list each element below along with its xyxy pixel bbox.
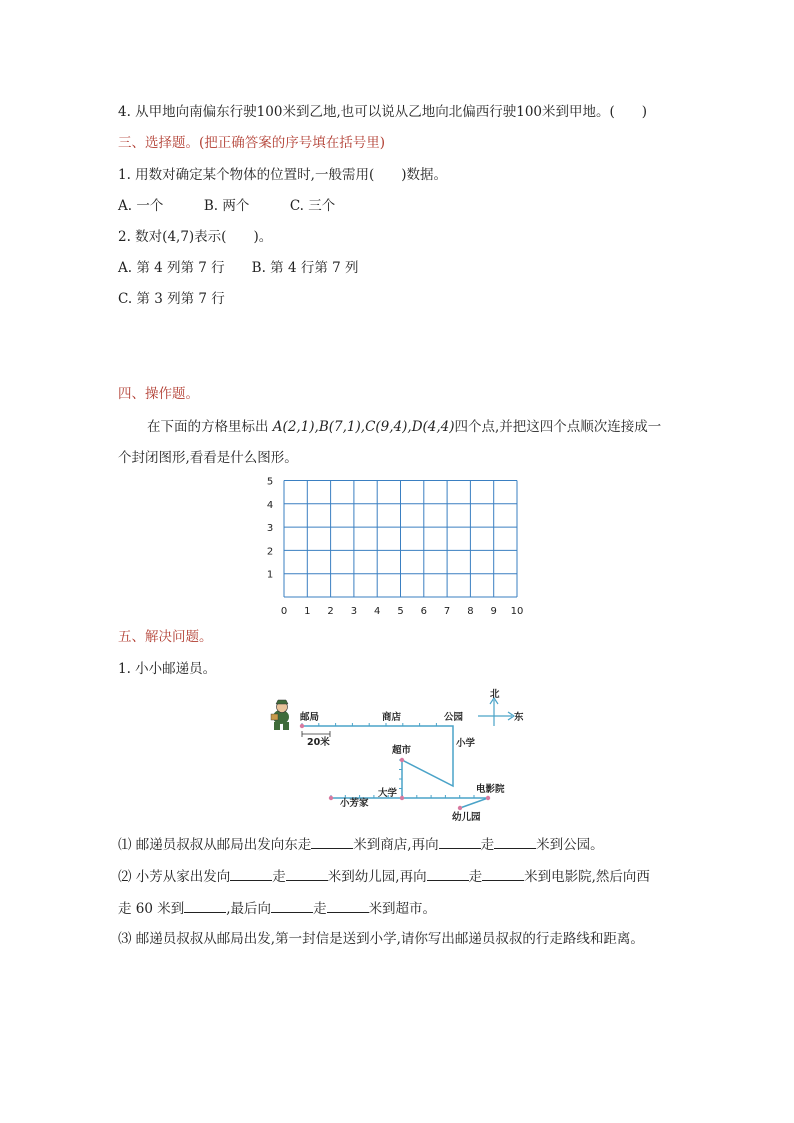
sub2-text-d: 走 bbox=[468, 869, 483, 885]
compass bbox=[478, 698, 514, 726]
label-school: 小学 bbox=[456, 738, 476, 749]
sub2-text-f: 走 60 米到 bbox=[118, 901, 185, 917]
problem1-sub2 bbox=[118, 866, 650, 886]
sub2-text-c: 米到幼儿园,再向 bbox=[327, 869, 427, 885]
sub2-text-b: 走 bbox=[272, 869, 286, 885]
x-tick-label: 5 bbox=[397, 606, 404, 617]
prompt-text: 在下面的方格里标出 bbox=[147, 419, 273, 435]
x-tick-label: 4 bbox=[374, 606, 381, 617]
mailman-icon bbox=[271, 700, 289, 730]
blank-input[interactable] bbox=[327, 898, 369, 913]
coordinate-grid bbox=[262, 474, 532, 620]
sub2-text-g: ,最后向 bbox=[226, 901, 272, 917]
label-north: 北 bbox=[490, 689, 500, 700]
label-east: 东 bbox=[514, 712, 524, 723]
y-tick-label: 4 bbox=[266, 499, 274, 511]
label-post-office: 邮局 bbox=[300, 712, 320, 723]
y-tick-labels bbox=[267, 477, 273, 581]
label-cinema: 电影院 bbox=[476, 784, 505, 795]
route-map bbox=[268, 686, 528, 826]
x-tick-label: 6 bbox=[420, 606, 427, 617]
point-c: C(9,4), bbox=[365, 419, 412, 435]
prompt-text-cont: 四个点,并把这四个点顺次连接成一 bbox=[454, 419, 662, 435]
choice-q2-options: A. 第 4 列第 7 行 B. 第 4 行第 7 列 bbox=[118, 260, 359, 276]
x-tick-label: 8 bbox=[467, 606, 474, 617]
problem1-sub1 bbox=[118, 834, 604, 854]
point-a: A(2,1), bbox=[272, 419, 319, 435]
sub1-text-d: 米到公园。 bbox=[536, 837, 604, 853]
x-tick-label: 0 bbox=[280, 606, 288, 617]
x-tick-label: 7 bbox=[443, 606, 451, 617]
label-university: 大学 bbox=[378, 788, 398, 799]
blank-input[interactable] bbox=[184, 898, 226, 913]
judge-q4: 4. 从甲地向南偏东行驶100米到乙地,也可以说从乙地向北偏西行驶100米到甲地。( ) bbox=[118, 104, 648, 120]
label-park: 公园 bbox=[444, 712, 464, 723]
label-kindergarten: 幼儿园 bbox=[452, 812, 481, 823]
y-tick-label: 3 bbox=[266, 523, 274, 535]
choice-q2: 2. 数对(4,7)表示( )。 bbox=[118, 229, 273, 245]
blank-input[interactable] bbox=[439, 834, 481, 849]
problem1-sub3: ⑶ 邮递员叔叔从邮局出发,第一封信是送到小学,请你写出邮递员叔叔的行走路线和距离。 bbox=[118, 931, 644, 947]
blank-input[interactable] bbox=[482, 866, 524, 881]
point-b: B(7,1), bbox=[318, 419, 366, 435]
sub2-text-i: 米到超市。 bbox=[368, 901, 437, 917]
x-tick-label: 9 bbox=[490, 606, 497, 617]
blank-input[interactable] bbox=[286, 866, 328, 881]
x-tick-label: 10 bbox=[510, 606, 524, 617]
sub2-text-h: 走 bbox=[313, 901, 327, 917]
choice-q2-option-c: C. 第 3 列第 7 行 bbox=[118, 291, 225, 307]
blank-input[interactable] bbox=[427, 866, 469, 881]
y-tick-label: 1 bbox=[266, 569, 274, 581]
point-d: D(4,4) bbox=[411, 419, 455, 435]
sub1-text-a: ⑴ 邮递员叔叔从邮局出发向东走 bbox=[118, 837, 312, 853]
blank-input[interactable] bbox=[271, 898, 313, 913]
blank-input[interactable] bbox=[494, 834, 536, 849]
section5-title: 五、解决问题。 bbox=[118, 629, 213, 645]
blank-input[interactable] bbox=[311, 834, 353, 849]
sub2-text-e: 米到电影院,然后向西 bbox=[524, 869, 650, 885]
y-tick-label: 2 bbox=[266, 546, 274, 558]
y-tick-label: 5 bbox=[266, 476, 274, 488]
label-home: 小芳家 bbox=[340, 798, 369, 809]
grid-lines bbox=[284, 481, 517, 598]
sub1-text-c: 走 bbox=[480, 837, 495, 853]
problem1-title: 1. 小小邮递员。 bbox=[118, 661, 217, 677]
section3-title: 三、选择题。(把正确答案的序号填在括号里) bbox=[118, 135, 386, 151]
problem1-sub2-cont bbox=[118, 898, 436, 918]
section4-title: 四、操作题。 bbox=[118, 386, 199, 402]
x-tick-label: 2 bbox=[327, 606, 334, 617]
x-tick-label: 3 bbox=[350, 606, 358, 617]
choice-q1: 1. 用数对确定某个物体的位置时,一般需用( )数据。 bbox=[118, 167, 447, 183]
operation-prompt-line2: 个封闭图形,看看是什么图形。 bbox=[118, 450, 298, 466]
blank-input[interactable] bbox=[230, 866, 272, 881]
x-tick-label: 1 bbox=[304, 606, 311, 617]
sub1-text-b: 米到商店,再向 bbox=[353, 837, 439, 853]
label-supermarket: 超市 bbox=[392, 745, 412, 756]
choice-q1-options: A. 一个 B. 两个 C. 三个 bbox=[118, 198, 336, 214]
sub2-text-a: ⑵ 小芳从家出发向 bbox=[118, 869, 231, 885]
x-tick-labels bbox=[281, 606, 524, 617]
label-shop: 商店 bbox=[382, 712, 402, 723]
operation-prompt-line1 bbox=[147, 418, 661, 436]
label-scale: 20米 bbox=[307, 737, 330, 748]
